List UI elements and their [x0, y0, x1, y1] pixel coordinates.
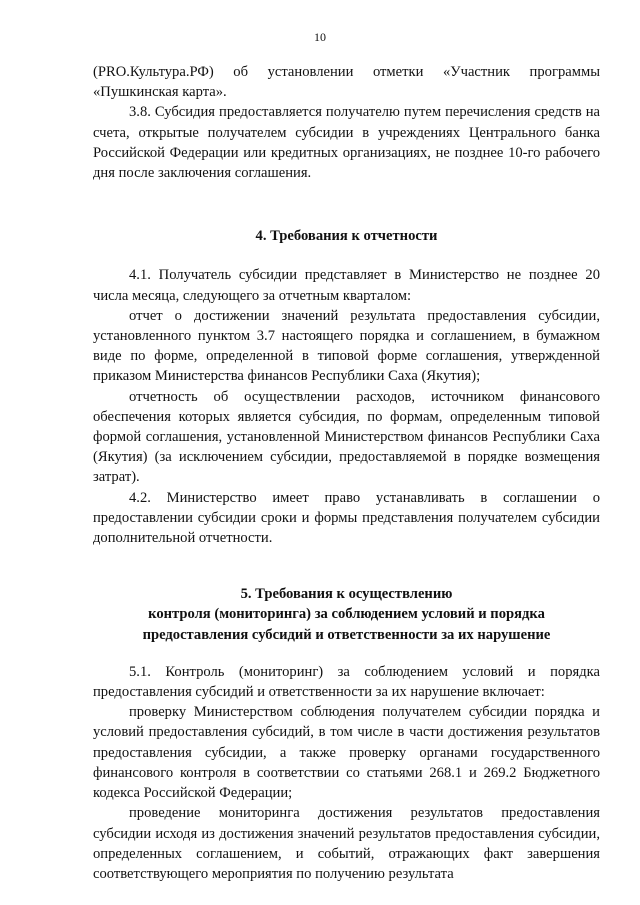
- paragraph-4-1-report: отчет о достижении значений результата предоставления субсидии, установленного пунктом 3.7 настоящего порядка и соглашением, в бумажном виде по форме, определенной в типовой форме соглашения, утвержденной приказом Министерства финансов Республики Саха (Якутия);: [93, 307, 600, 385]
- paragraph-5-1: 5.1. Контроль (мониторинг) за соблюдением условий и порядка предоставления субсидий и ответственности за их нарушение включает:: [93, 663, 600, 701]
- document-body: [93, 62, 600, 884]
- paragraph-4-2: 4.2. Министерство имеет право устанавливать в соглашении о предоставлении субсидии сроки и формы представления получателем субсидии дополнительной отчетности.: [93, 489, 600, 547]
- paragraph-continuation: (PRO.Культура.РФ) об установлении отметки «Участник программы «Пушкинская карта».: [93, 64, 600, 101]
- page-number: 10: [314, 30, 326, 44]
- section-4-title: 4. Требования к отчетности: [255, 228, 438, 245]
- section-5-title-line-3: предоставления субсидий и ответственности за их нарушение: [142, 626, 551, 643]
- paragraph-4-1-expenses: отчетность об осуществлении расходов, источником финансового обеспечения которых является субсидия, по формам, определенным типовой формой соглашения, установленной Министерством финансов Республики Саха (Якутия) (за исключением субсидии, предоставляемой в порядке возмещения затрат).: [93, 388, 600, 486]
- paragraph-5-1-monitoring: проведение мониторинга достижения результатов предоставления субсидии исходя из достижения значений результатов предоставления субсидии, определенных соглашением, и событий, отражающих факт завершения соответствующего мероприятия по получению результата: [93, 805, 600, 882]
- section-5-title-line-1: 5. Требования к осуществлению: [240, 586, 453, 603]
- paragraph-4-1: 4.1. Получатель субсидии представляет в Министерство не позднее 20 числа месяца, следующего за отчетным кварталом:: [93, 267, 600, 304]
- paragraph-5-1-inspection: проверку Министерством соблюдения получателем субсидии порядка и условий предоставления субсидий, в том числе в части достижения результатов предоставления субсидии, а также проверку органами государственного финансового контроля в соответствии со статьями 268.1 и 269.2 Бюджетного кодекса Российской Федерации;: [93, 704, 600, 802]
- section-5-title-line-2: контроля (мониторинга) за соблюдением условий и порядка: [148, 606, 545, 623]
- paragraph-3-8: 3.8. Субсидия предоставляется получателю путем перечисления средств на счета, открытые получателем субсидии в учреждениях Центрального банка Российской Федерации или кредитных организациях, не позднее 10-го рабочего дня после заключения соглашения.: [93, 104, 600, 182]
